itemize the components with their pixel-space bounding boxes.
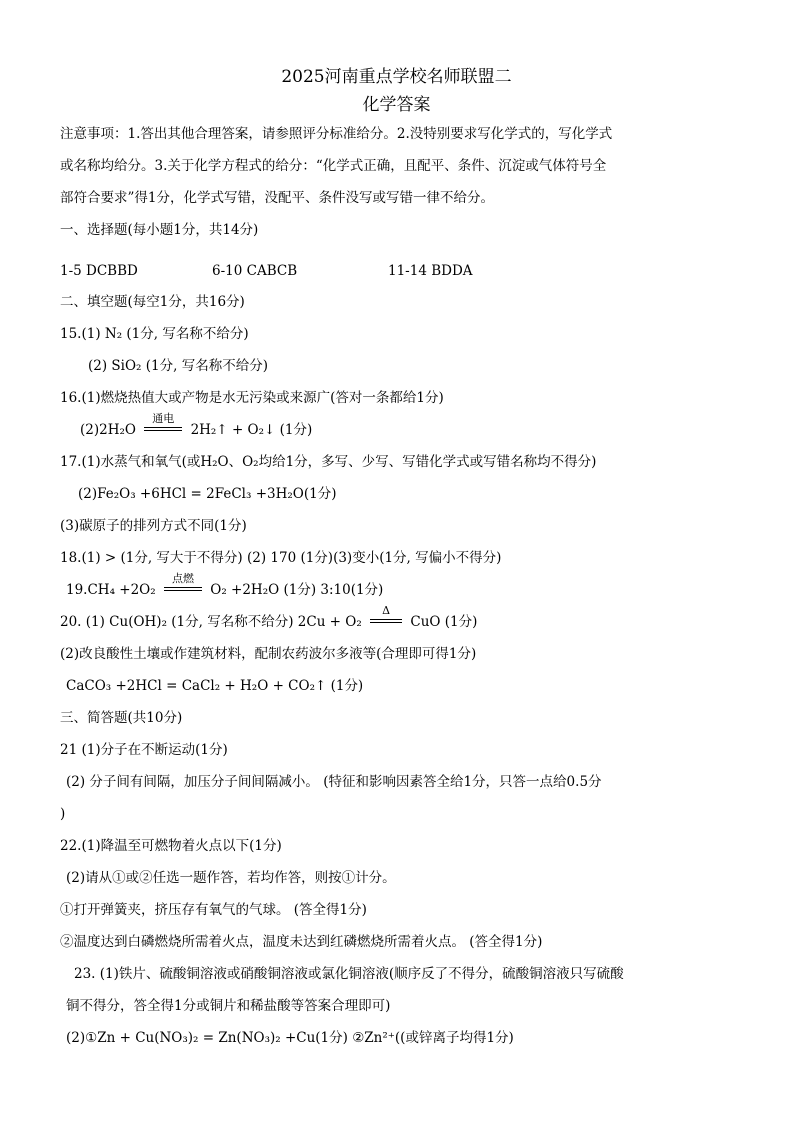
choice-answers-1-5: 1-5 DCBBD <box>60 263 138 279</box>
section-3-heading: 三、简答题(共10分) <box>60 710 183 726</box>
answer-21-1: 21 (1)分子在不断运动(1分) <box>60 742 228 758</box>
answer-17-2: (2)Fe₂O₃ +6HCl = 2FeCl₃ +3H₂O(1分) <box>78 486 337 502</box>
answer-19 <box>66 571 384 601</box>
answer-23-2: (2)①Zn + Cu(NO₃)₂ = Zn(NO₃)₂ +Cu(1分) ②Zn²⁺((或锌离子均得1分) <box>66 1030 514 1046</box>
reaction-condition <box>368 603 404 633</box>
equation-left: (2)2H₂O <box>80 422 136 438</box>
notice-line-2: 或名称均给分。3.关于化学方程式的给分：“化学式正确，且配平、条件、沉淀或气体符号全 <box>60 158 607 174</box>
answer-22-1: 22.(1)降温至可燃物着火点以下(1分) <box>60 838 282 854</box>
equation-left: 20. (1) Cu(OH)₂ (1分, 写名称不给分) 2Cu + O₂ <box>60 614 362 630</box>
notice-line-3: 部符合要求”得1分，化学式写错，没配平、条件没写或写错一律不给分。 <box>60 190 494 206</box>
answer-20-2: (2)改良酸性土壤或作建筑材料，配制农药波尔多液等(合理即可得1分) <box>60 646 477 662</box>
answer-17-1: 17.(1)水蒸气和氧气(或H₂O、O₂均给1分，多写、少写、写错化学式或写错名称均不得分) <box>60 454 597 470</box>
equation-right: 2H₂↑ + O₂↓ (1分) <box>190 422 313 438</box>
answer-15-1: 15.(1) N₂ (1分, 写名称不给分) <box>60 326 249 342</box>
equation-right: O₂ +2H₂O (1分) 3:10(1分) <box>210 582 384 598</box>
section-2-heading: 二、填空题(每空1分，共16分) <box>60 294 245 310</box>
answer-20-1 <box>60 603 478 633</box>
notice-line-1: 注意事项：1.答出其他合理答案，请参照评分标准给分。2.没特别要求写化学式的，写化学式 <box>60 126 613 142</box>
page-subtitle: 化学答案 <box>362 95 431 115</box>
answer-16-2 <box>80 411 313 441</box>
answer-23-1: 23. (1)铁片、硫酸铜溶液或硝酸铜溶液或氯化铜溶液(顺序反了不得分，硫酸铜溶液只写硫酸 <box>74 966 624 982</box>
answer-15-2: (2) SiO₂ (1分, 写名称不给分) <box>88 358 268 374</box>
answer-22-3: ①打开弹簧夹，挤压存有氧气的气球。 (答全得1分) <box>60 902 367 918</box>
condition-label: 通电 <box>152 411 175 425</box>
condition-label: 点燃 <box>171 571 194 585</box>
equation-right: CuO (1分) <box>410 614 478 630</box>
answer-23-1-cont: 铜不得分，答全得1分或铜片和稀盐酸等答案合理即可) <box>66 998 391 1014</box>
answer-22-2: (2)请从①或②任选一题作答，若均作答，则按①计分。 <box>66 870 396 886</box>
answer-20-3: CaCO₃ +2HCl = CaCl₂ + H₂O + CO₂↑ (1分) <box>66 678 364 694</box>
choice-answers-11-14: 11-14 BDDA <box>388 263 473 279</box>
answer-18: 18.(1) > (1分, 写大于不得分) (2) 170 (1分)(3)变小(1分, 写偏小不得分) <box>60 550 502 566</box>
answer-17-3: (3)碳原子的排列方式不同(1分) <box>60 518 247 534</box>
page-title: 2025河南重点学校名师联盟二 <box>281 67 512 87</box>
answer-21-2: (2) 分子间有间隔，加压分子间间隔减小。 (特征和影响因素答全给1分，只答一点给0.5分 <box>66 774 602 790</box>
condition-label: Δ <box>382 603 391 617</box>
answer-16-1: 16.(1)燃烧热值大或产物是水无污染或来源广(答对一条都给1分) <box>60 390 444 406</box>
answer-21-2-cont: ) <box>60 806 66 822</box>
reaction-condition <box>162 571 204 601</box>
reaction-condition <box>142 411 184 441</box>
choice-answers-6-10: 6-10 CABCB <box>212 263 298 279</box>
section-1-heading: 一、选择题(每小题1分，共14分) <box>60 222 259 238</box>
equation-left: 19.CH₄ +2O₂ <box>66 582 156 598</box>
answer-22-4: ②温度达到白磷燃烧所需着火点，温度未达到红磷燃烧所需着火点。 (答全得1分) <box>60 934 543 950</box>
